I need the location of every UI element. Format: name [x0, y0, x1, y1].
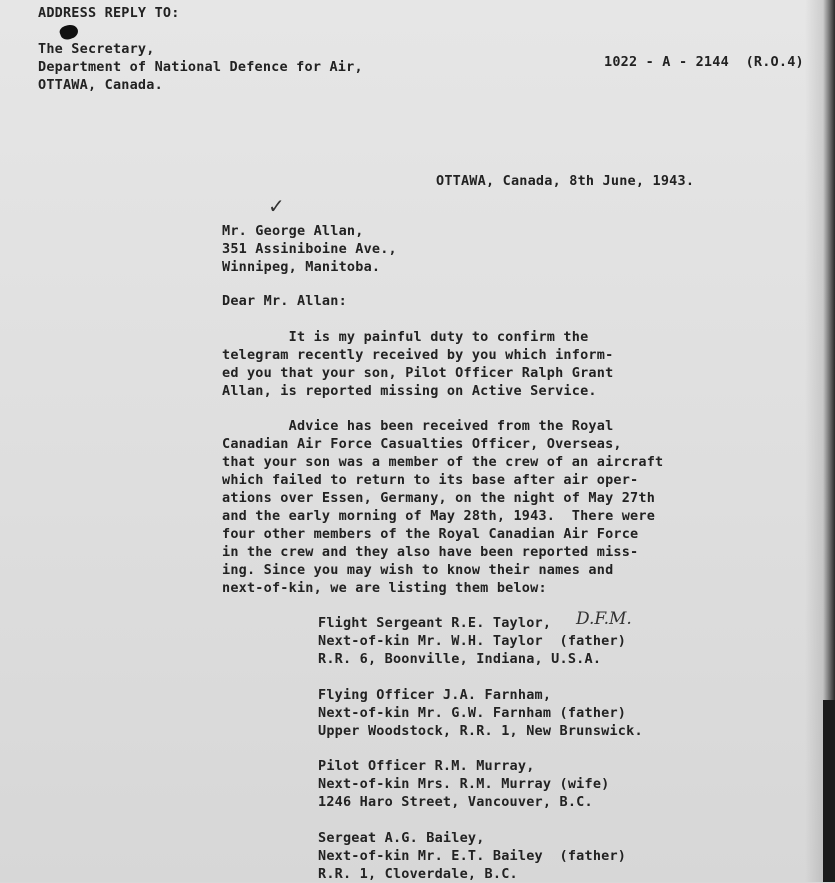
- paragraph2-line: ations over Essen, Germany, on the night of May 27th: [222, 490, 656, 506]
- paragraph2-line: that your son was a member of the crew of an aircraft: [222, 454, 664, 470]
- paper-torn-edge: [823, 700, 835, 882]
- date-line: OTTAWA, Canada, 8th June, 1943.: [436, 173, 695, 189]
- handwritten-dfm: D.F.M.: [576, 609, 632, 629]
- crew-2-address: Upper Woodstock, R.R. 1, New Brunswick.: [318, 723, 643, 739]
- sender-line-3: OTTAWA, Canada.: [38, 77, 163, 93]
- paragraph1-line: ed you that your son, Pilot Officer Ralph Grant: [222, 365, 614, 381]
- crew-1-kin: Next-of-kin Mr. W.H. Taylor (father): [318, 633, 627, 649]
- paragraph2-line: in the crew and they also have been reported miss-: [222, 544, 639, 560]
- sender-line-2: Department of National Defence for Air,: [38, 59, 363, 75]
- file-reference: 1022 - A - 2144 (R.O.4): [604, 54, 804, 70]
- recipient-street: 351 Assiniboine Ave.,: [222, 241, 397, 257]
- paragraph2-line: Advice has been received from the Royal: [222, 418, 614, 434]
- crew-3-address: 1246 Haro Street, Vancouver, B.C.: [318, 794, 593, 810]
- paragraph2-line: next-of-kin, we are listing them below:: [222, 580, 547, 596]
- salutation: Dear Mr. Allan:: [222, 293, 347, 309]
- paragraph2-line: and the early morning of May 28th, 1943. There were: [222, 508, 656, 524]
- crew-4-name: Sergeat A.G. Bailey,: [318, 830, 485, 846]
- paragraph1-line: It is my painful duty to confirm the: [222, 329, 589, 345]
- crew-1-address: R.R. 6, Boonville, Indiana, U.S.A.: [318, 651, 602, 667]
- check-mark-icon: ✓: [268, 194, 285, 218]
- paragraph1-line: telegram recently received by you which inform-: [222, 347, 614, 363]
- crew-3-name: Pilot Officer R.M. Murray,: [318, 758, 535, 774]
- crew-2-name: Flying Officer J.A. Farnham,: [318, 687, 552, 703]
- paragraph1-line: Allan, is reported missing on Active Service.: [222, 383, 597, 399]
- crew-2-kin: Next-of-kin Mr. G.W. Farnham (father): [318, 705, 627, 721]
- paragraph2-line: Canadian Air Force Casualties Officer, Overseas,: [222, 436, 622, 452]
- paragraph2-line: ing. Since you may wish to know their names and: [222, 562, 614, 578]
- crew-1-name: Flight Sergeant R.E. Taylor,: [318, 615, 552, 631]
- recipient-city: Winnipeg, Manitoba.: [222, 259, 381, 275]
- recipient-name: Mr. George Allan,: [222, 223, 364, 239]
- sender-line-1: The Secretary,: [38, 41, 155, 57]
- crew-4-kin: Next-of-kin Mr. E.T. Bailey (father): [318, 848, 627, 864]
- crew-4-address: R.R. 1, Cloverdale, B.C.: [318, 866, 518, 882]
- address-reply-label: ADDRESS REPLY TO:: [38, 5, 180, 21]
- paragraph2-line: which failed to return to its base after air oper-: [222, 472, 639, 488]
- crew-3-kin: Next-of-kin Mrs. R.M. Murray (wife): [318, 776, 610, 792]
- paragraph2-line: four other members of the Royal Canadian Air Force: [222, 526, 639, 542]
- ink-blot: [58, 22, 80, 41]
